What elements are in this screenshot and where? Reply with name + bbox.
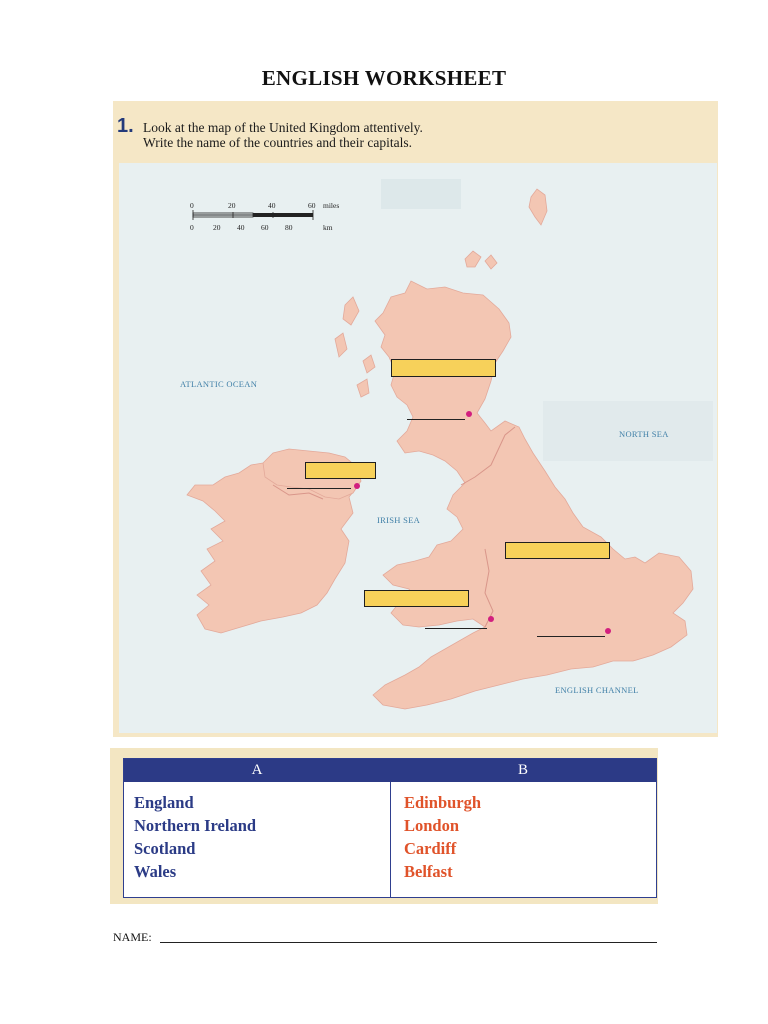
matching-table-panel: [110, 748, 658, 904]
name-label: NAME:: [113, 930, 152, 944]
country-item: Northern Ireland: [134, 816, 257, 835]
capital-dot-cardiff: [488, 616, 494, 622]
english-channel-label: ENGLISH CHANNEL: [555, 685, 639, 695]
column-b-header: B: [517, 762, 528, 778]
task-line-2: Write the name of the countries and their capitals.: [143, 135, 412, 150]
capital-item: London: [404, 816, 460, 835]
capital-item: Edinburgh: [404, 793, 482, 812]
table-header: [124, 759, 656, 782]
task-line-1: Look at the map of the United Kingdom attentively.: [143, 120, 423, 135]
scale-mile-20: 20: [228, 201, 236, 210]
capital-line-belfast[interactable]: [287, 488, 351, 489]
country-item: Wales: [134, 862, 177, 881]
scale-km-60: 60: [261, 223, 269, 232]
capital-line-london[interactable]: [537, 636, 605, 637]
capital-item: Belfast: [404, 862, 453, 881]
map-panel: [113, 101, 718, 737]
name-input-line[interactable]: [160, 942, 657, 943]
scale-mile-0: 0: [190, 201, 194, 210]
capital-item: Cardiff: [404, 839, 457, 858]
scale-km-20: 20: [213, 223, 221, 232]
matching-table: [123, 758, 657, 898]
country-item: Scotland: [134, 839, 196, 858]
irish-sea-label: IRISH SEA: [377, 515, 421, 525]
atlantic-ocean-label: ATLANTIC OCEAN: [180, 379, 258, 389]
answer-box-wales[interactable]: [364, 590, 469, 607]
capital-dot-edinburgh: [466, 411, 472, 417]
column-a-header: A: [251, 762, 263, 778]
north-sea-label: NORTH SEA: [619, 429, 669, 439]
scale-km-unit: km: [323, 223, 333, 232]
capital-line-cardiff[interactable]: [425, 628, 487, 629]
capital-dot-london: [605, 628, 611, 634]
capital-line-edinburgh[interactable]: [407, 419, 465, 420]
task-number: 1.: [117, 115, 134, 137]
scale-km-0: 0: [190, 223, 194, 232]
column-divider: [390, 782, 391, 897]
answer-box-england[interactable]: [505, 542, 610, 559]
scale-km-40: 40: [237, 223, 245, 232]
task-instructions: [143, 120, 423, 150]
country-item: England: [134, 793, 194, 812]
scale-mile-40: 40: [268, 201, 276, 210]
answer-box-scotland[interactable]: [391, 359, 496, 377]
scale-mile-60: 60: [308, 201, 316, 210]
scale-miles-unit: miles: [323, 201, 340, 210]
column-b-capitals: [404, 791, 481, 883]
answer-box-northern-ireland[interactable]: [305, 462, 376, 479]
column-a-countries: [134, 791, 256, 883]
capital-dot-belfast: [354, 483, 360, 489]
page-title: ENGLISH WORKSHEET: [261, 66, 507, 90]
scale-km-80: 80: [285, 223, 293, 232]
